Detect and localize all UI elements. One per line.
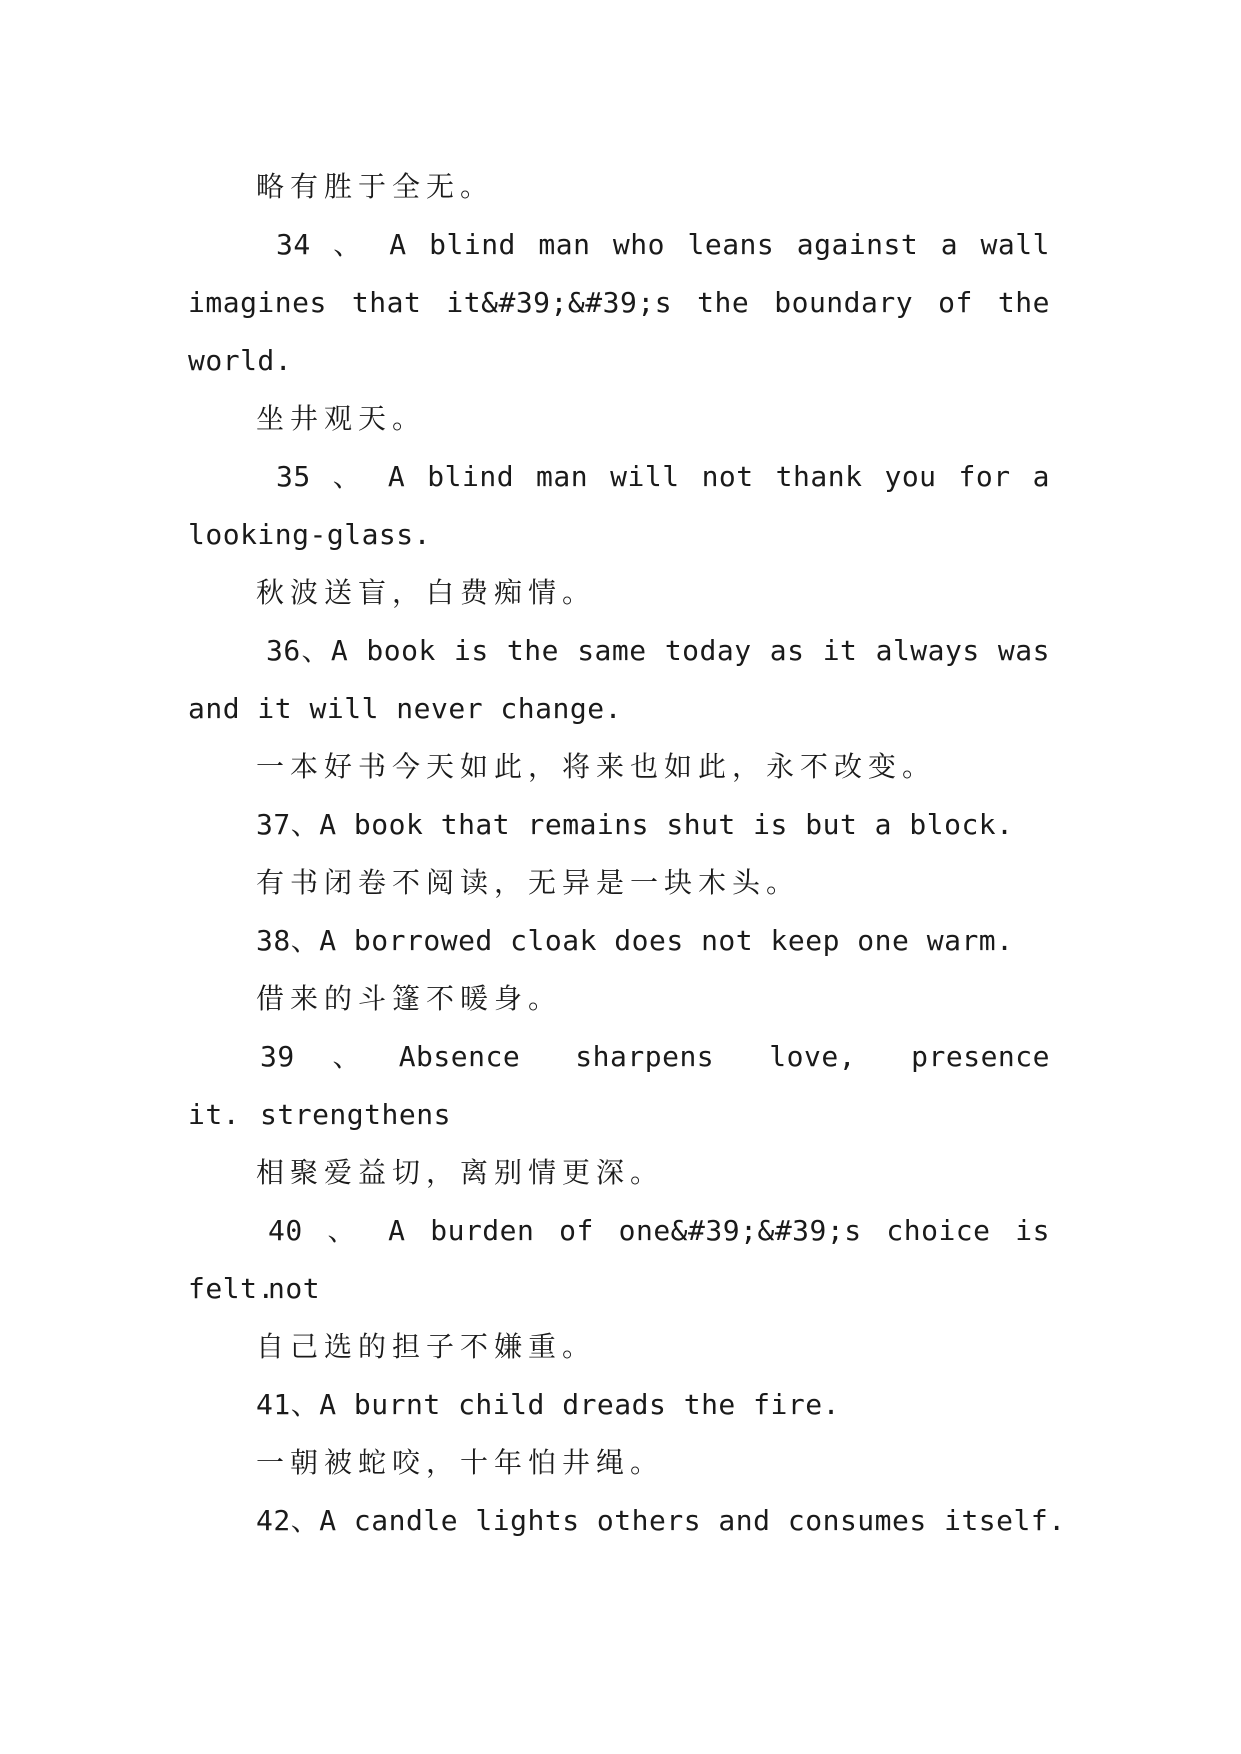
proverb-line: 35 、 A blind man will not thank you for a bbox=[276, 460, 1050, 493]
proverb-line: 39、Absence sharpens love, presence strengthens bbox=[260, 1040, 1050, 1131]
proverb-line: and it will never change. bbox=[188, 692, 622, 725]
translation-line: 坐井观天。 bbox=[256, 402, 427, 435]
proverb-line: 37、A book that remains shut is but a block. bbox=[256, 808, 1014, 841]
translation-line: 相聚爱益切，离别情更深。 bbox=[256, 1156, 665, 1189]
proverb-line: 41、A burnt child dreads the fire. bbox=[256, 1388, 840, 1421]
proverb-line: 36、A book is the same today as it always was bbox=[266, 634, 1050, 667]
proverb-line: imagines that it&#39;&#39;s the boundary of the bbox=[188, 286, 1050, 319]
proverb-line: 34 、 A blind man who leans against a wall bbox=[276, 228, 1050, 261]
translation-line: 略有胜于全无。 bbox=[256, 170, 495, 203]
translation-line: 自己选的担子不嫌重。 bbox=[256, 1330, 597, 1363]
proverb-line: 38、A borrowed cloak does not keep one warm. bbox=[256, 924, 1014, 957]
proverb-line: it. bbox=[188, 1098, 241, 1131]
translation-line: 秋波送盲，白费痴情。 bbox=[256, 576, 597, 609]
proverb-line: world. bbox=[188, 344, 293, 377]
document-page bbox=[188, 158, 1066, 1550]
translation-line: 一朝被蛇咬，十年怕井绳。 bbox=[256, 1446, 665, 1479]
proverb-line: looking-glass. bbox=[188, 518, 432, 551]
proverb-line: 40 、 A burden of one&#39;&#39;s choice is not bbox=[268, 1214, 1050, 1305]
proverb-line: felt. bbox=[188, 1272, 275, 1305]
translation-line: 有书闭卷不阅读，无异是一块木头。 bbox=[256, 866, 801, 899]
translation-line: 一本好书今天如此，将来也如此，永不改变。 bbox=[256, 750, 937, 783]
translation-line: 借来的斗篷不暖身。 bbox=[256, 982, 563, 1015]
proverb-line: 42、A candle lights others and consumes itself. bbox=[256, 1504, 1066, 1537]
